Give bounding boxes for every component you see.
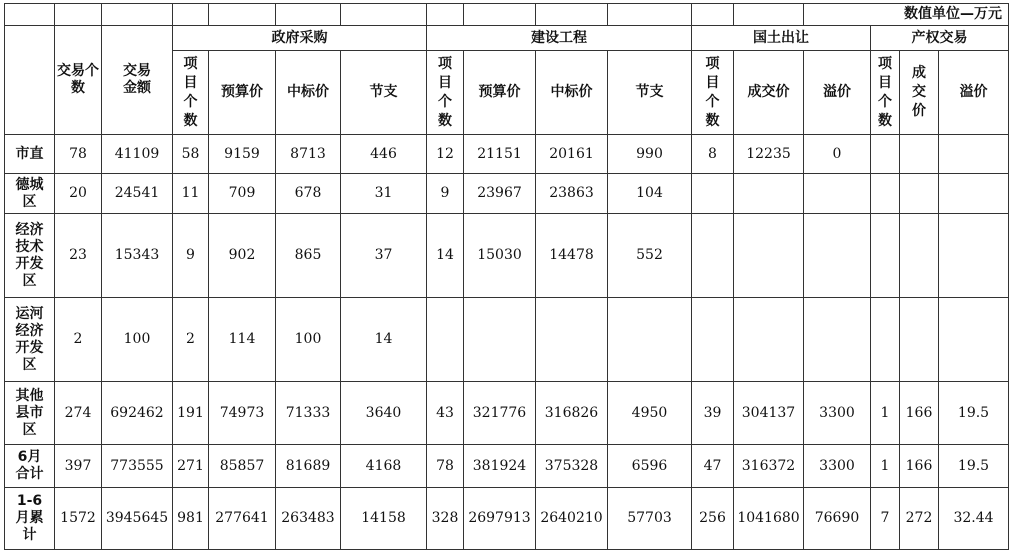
- cell: 32.44: [939, 488, 1009, 550]
- header-con-item-count: 项目个数: [427, 51, 464, 135]
- blank-cell: [173, 4, 209, 26]
- group-header-row: [5, 26, 1009, 51]
- cell: 41109: [102, 135, 173, 174]
- cell: 692462: [102, 382, 173, 445]
- unit-note: 数值单位—万元: [804, 4, 1009, 26]
- header-prop-premium: 溢价: [939, 51, 1009, 135]
- cell: 709: [209, 174, 276, 214]
- cell: 6596: [608, 445, 692, 488]
- cell: 15030: [464, 214, 536, 298]
- cell: 263483: [276, 488, 341, 550]
- header-prop-item-count: 项目个数: [871, 51, 900, 135]
- header-gov-budget: 预算价: [209, 51, 276, 135]
- cell: 1: [871, 445, 900, 488]
- blank-cell: [55, 4, 102, 26]
- cell: 9: [173, 214, 209, 298]
- cell: 19.5: [939, 445, 1009, 488]
- row-label: 经济技术开发区: [5, 214, 55, 298]
- cell: 74973: [209, 382, 276, 445]
- cell: 37: [341, 214, 427, 298]
- cell: 78: [427, 445, 464, 488]
- cell: 114: [209, 298, 276, 382]
- cell: [871, 298, 900, 382]
- cell: 14: [427, 214, 464, 298]
- table-row: [5, 135, 1009, 174]
- blank-cell: [734, 4, 804, 26]
- cell: 20: [55, 174, 102, 214]
- cell: [692, 214, 734, 298]
- cell: [734, 174, 804, 214]
- cell: 78: [55, 135, 102, 174]
- cell: 2640210: [536, 488, 608, 550]
- cell: [804, 298, 871, 382]
- header-gov-procurement: 政府采购: [173, 26, 427, 51]
- cell: 8: [692, 135, 734, 174]
- cell: 446: [341, 135, 427, 174]
- cell: 3945645: [102, 488, 173, 550]
- header-con-saving: 节支: [608, 51, 692, 135]
- header-land: 国土出让: [692, 26, 871, 51]
- cell: 277641: [209, 488, 276, 550]
- cell: 2: [173, 298, 209, 382]
- cell: [734, 214, 804, 298]
- cell: 990: [608, 135, 692, 174]
- cell: 31: [341, 174, 427, 214]
- cell: 104: [608, 174, 692, 214]
- header-property: 产权交易: [871, 26, 1009, 51]
- top-blank-row: [5, 4, 1009, 26]
- cell: 43: [427, 382, 464, 445]
- cell: 397: [55, 445, 102, 488]
- cell: 191: [173, 382, 209, 445]
- cell: 9159: [209, 135, 276, 174]
- blank-cell: [536, 4, 608, 26]
- cell: [871, 214, 900, 298]
- blank-cell: [102, 4, 173, 26]
- row-label: 市直: [5, 135, 55, 174]
- cell: [692, 174, 734, 214]
- cell: [900, 135, 939, 174]
- cell: 316372: [734, 445, 804, 488]
- transaction-table: [4, 3, 1009, 550]
- cell: 3300: [804, 445, 871, 488]
- cell: 2: [55, 298, 102, 382]
- header-land-premium: 溢价: [804, 51, 871, 135]
- cell: 100: [102, 298, 173, 382]
- header-gov-saving: 节支: [341, 51, 427, 135]
- cell: 256: [692, 488, 734, 550]
- row-label: 德城区: [5, 174, 55, 214]
- cell: [900, 174, 939, 214]
- cell: 0: [804, 135, 871, 174]
- blank-cell: [608, 4, 692, 26]
- header-con-budget: 预算价: [464, 51, 536, 135]
- cell: [900, 214, 939, 298]
- cell: [939, 174, 1009, 214]
- cell: 58: [173, 135, 209, 174]
- cell: 304137: [734, 382, 804, 445]
- cell: 321776: [464, 382, 536, 445]
- cell: 4950: [608, 382, 692, 445]
- cell: 12: [427, 135, 464, 174]
- cell: [692, 298, 734, 382]
- blank-cell: [209, 4, 276, 26]
- cell: 39: [692, 382, 734, 445]
- cell: 4168: [341, 445, 427, 488]
- cell: 375328: [536, 445, 608, 488]
- table-row: [5, 445, 1009, 488]
- row-label: 其他县市区: [5, 382, 55, 445]
- table-row: [5, 382, 1009, 445]
- cell: 57703: [608, 488, 692, 550]
- table-row: [5, 214, 1009, 298]
- header-trade-amount: 交易金额: [102, 26, 173, 135]
- cell: 23863: [536, 174, 608, 214]
- blank-cell: [276, 4, 341, 26]
- corner-cell: [5, 26, 55, 135]
- cell: [939, 135, 1009, 174]
- cell: 316826: [536, 382, 608, 445]
- cell: 272: [900, 488, 939, 550]
- cell: 81689: [276, 445, 341, 488]
- cell: 1041680: [734, 488, 804, 550]
- header-con-bid: 中标价: [536, 51, 608, 135]
- cell: [939, 298, 1009, 382]
- cell: 274: [55, 382, 102, 445]
- table-row: [5, 488, 1009, 550]
- row-label: 6月合计: [5, 445, 55, 488]
- cell: 7: [871, 488, 900, 550]
- cell: 15343: [102, 214, 173, 298]
- table-row: [5, 174, 1009, 214]
- header-land-item-count: 项目个数: [692, 51, 734, 135]
- cell: 19.5: [939, 382, 1009, 445]
- cell: 85857: [209, 445, 276, 488]
- cell: [804, 214, 871, 298]
- header-gov-bid: 中标价: [276, 51, 341, 135]
- cell: 3300: [804, 382, 871, 445]
- cell: 1572: [55, 488, 102, 550]
- table-row: [5, 298, 1009, 382]
- cell: 271: [173, 445, 209, 488]
- cell: 166: [900, 382, 939, 445]
- cell: [734, 298, 804, 382]
- cell: 23967: [464, 174, 536, 214]
- cell: [804, 174, 871, 214]
- cell: [939, 214, 1009, 298]
- cell: 14478: [536, 214, 608, 298]
- cell: [464, 298, 536, 382]
- cell: 11: [173, 174, 209, 214]
- cell: [427, 298, 464, 382]
- blank-cell: [5, 4, 55, 26]
- cell: 100: [276, 298, 341, 382]
- blank-cell: [692, 4, 734, 26]
- cell: [608, 298, 692, 382]
- header-construction: 建设工程: [427, 26, 692, 51]
- cell: 552: [608, 214, 692, 298]
- cell: 3640: [341, 382, 427, 445]
- row-label: 1-6月累计: [5, 488, 55, 550]
- cell: 902: [209, 214, 276, 298]
- cell: 9: [427, 174, 464, 214]
- cell: [871, 135, 900, 174]
- header-trade-count: 交易个数: [55, 26, 102, 135]
- cell: 76690: [804, 488, 871, 550]
- cell: 21151: [464, 135, 536, 174]
- cell: [900, 298, 939, 382]
- header-prop-deal-price: 成交价: [900, 51, 939, 135]
- blank-cell: [427, 4, 464, 26]
- cell: 24541: [102, 174, 173, 214]
- cell: 47: [692, 445, 734, 488]
- cell: [536, 298, 608, 382]
- cell: 14158: [341, 488, 427, 550]
- cell: 14: [341, 298, 427, 382]
- cell: 20161: [536, 135, 608, 174]
- cell: 328: [427, 488, 464, 550]
- cell: 981: [173, 488, 209, 550]
- cell: 678: [276, 174, 341, 214]
- cell: 12235: [734, 135, 804, 174]
- cell: 2697913: [464, 488, 536, 550]
- cell: 1: [871, 382, 900, 445]
- cell: 8713: [276, 135, 341, 174]
- blank-cell: [341, 4, 427, 26]
- cell: 381924: [464, 445, 536, 488]
- cell: [871, 174, 900, 214]
- header-land-deal-price: 成交价: [734, 51, 804, 135]
- row-label: 运河经济开发区: [5, 298, 55, 382]
- cell: 23: [55, 214, 102, 298]
- cell: 865: [276, 214, 341, 298]
- cell: 166: [900, 445, 939, 488]
- cell: 773555: [102, 445, 173, 488]
- blank-cell: [464, 4, 536, 26]
- header-gov-item-count: 项目个数: [173, 51, 209, 135]
- cell: 71333: [276, 382, 341, 445]
